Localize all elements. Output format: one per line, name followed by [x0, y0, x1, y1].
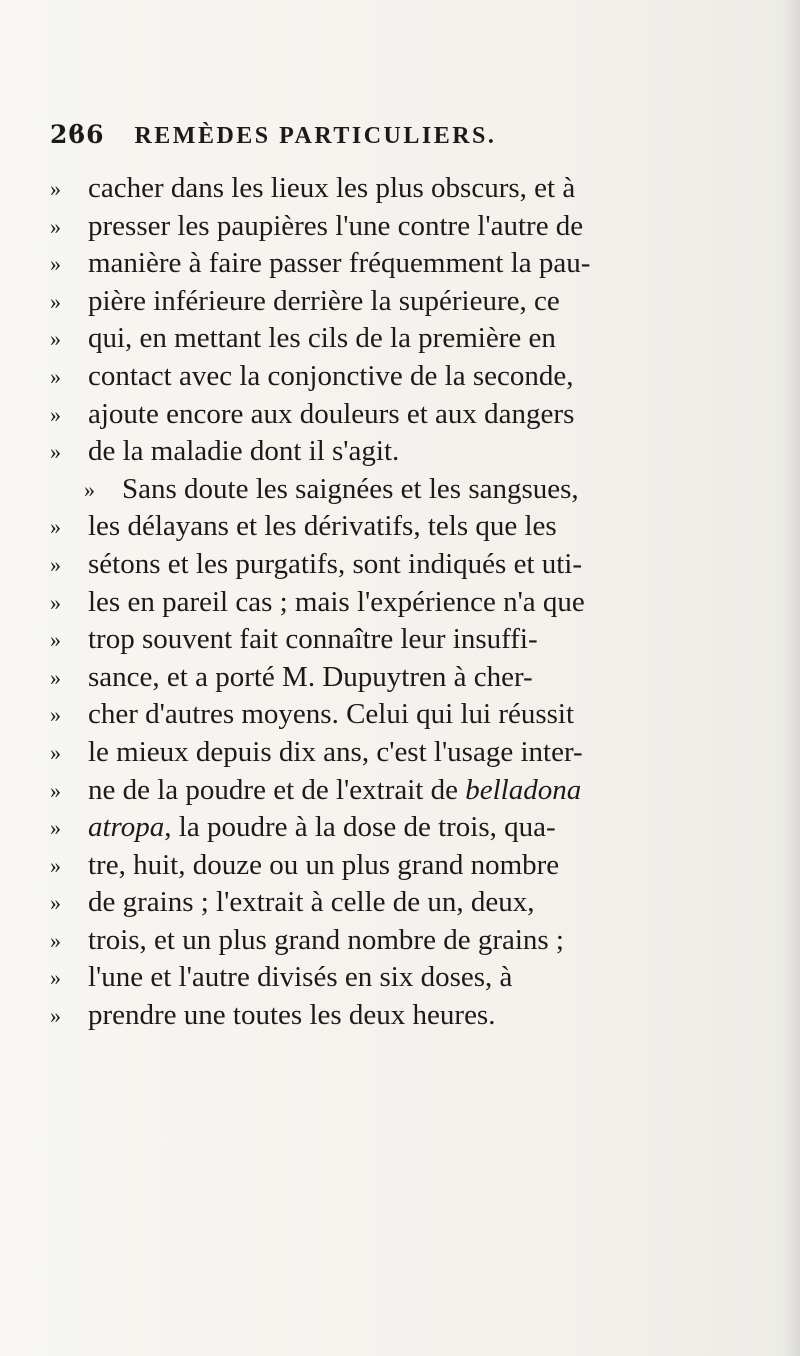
quote-mark: » — [50, 288, 61, 314]
quote-mark: » — [50, 439, 61, 465]
quote-mark: » — [50, 852, 61, 878]
quote-mark: » — [50, 251, 61, 277]
quote-mark: » — [50, 589, 61, 615]
line-text: trop souvent fait connaître leur insuffi- — [88, 623, 538, 656]
text-line — [50, 245, 770, 283]
line-text — [88, 772, 581, 810]
line-text: ajoute encore aux douleurs et aux dangers — [88, 397, 575, 430]
quote-mark: » — [50, 664, 61, 690]
quote-mark: » — [50, 627, 61, 653]
quote-mark: » — [50, 815, 61, 841]
line-text: tre, huit, douze ou un plus grand nombre — [88, 848, 560, 881]
text-line — [50, 772, 770, 810]
page-edge-shadow — [782, 0, 800, 1356]
text-line — [50, 320, 770, 358]
quote-mark: » — [50, 890, 61, 916]
running-head: REMÈDES PARTICULIERS. — [134, 123, 497, 149]
text-line — [50, 959, 770, 997]
quote-mark: » — [50, 176, 61, 201]
italic-term: belladona — [465, 773, 582, 806]
text-line — [50, 170, 770, 208]
text-line — [50, 809, 770, 847]
text-line — [50, 584, 770, 622]
text-line — [50, 847, 770, 885]
quote-mark: » — [50, 927, 61, 953]
text-line — [50, 621, 770, 659]
line-text-roman: , la poudre à la dose de trois, qua- — [164, 811, 556, 844]
line-text: de la maladie dont il s'agit. — [88, 435, 400, 468]
text-line — [50, 358, 770, 396]
line-text: Sans doute les saignées et les sangsues, — [122, 472, 579, 505]
line-text: les délayans et les dérivatifs, tels que les — [88, 510, 557, 543]
text-line — [50, 884, 770, 922]
line-text: cacher dans les lieux les plus obscurs, et à — [88, 172, 576, 204]
text-line — [50, 208, 770, 246]
quote-mark: » — [50, 326, 61, 352]
quote-mark: » — [50, 363, 61, 389]
line-text: le mieux depuis dix ans, c'est l'usage inter- — [88, 735, 583, 768]
quote-mark: » — [50, 739, 61, 765]
quote-mark: » — [50, 551, 61, 577]
line-text: qui, en mettant les cils de la première en — [88, 322, 556, 355]
line-text-roman: ne de la poudre et de l'extrait de — [88, 773, 466, 806]
line-text: de grains ; l'extrait à celle de un, deux, — [88, 886, 535, 919]
quote-mark: » — [84, 476, 95, 502]
body-text — [50, 170, 770, 1035]
page-number: 2ϐ6 — [50, 120, 105, 149]
text-line — [50, 997, 770, 1035]
quote-mark: » — [50, 514, 61, 540]
quote-mark: » — [50, 965, 61, 991]
text-line — [50, 283, 770, 321]
paragraph-start-line — [50, 471, 770, 509]
line-text — [88, 809, 556, 847]
text-line — [50, 396, 770, 434]
line-text: pière inférieure derrière la supérieure, ce — [88, 284, 560, 317]
quote-mark: » — [50, 401, 61, 427]
line-text: les en pareil cas ; mais l'expérience n'a que — [88, 585, 585, 618]
line-text: prendre une toutes les deux heures. — [88, 999, 496, 1032]
quote-mark: » — [50, 777, 61, 803]
line-text: sétons et les purgatifs, sont indiqués et uti- — [88, 547, 583, 580]
line-text: contact avec la conjonctive de la seconde, — [88, 359, 574, 392]
line-text: manière à faire passer fréquemment la pau- — [88, 247, 591, 280]
text-line — [50, 922, 770, 960]
quote-mark: » — [50, 702, 61, 728]
line-text: cher d'autres moyens. Celui qui lui réussit — [88, 698, 575, 731]
quote-mark: » — [50, 213, 61, 239]
text-line — [50, 659, 770, 697]
italic-term: atropa — [88, 811, 165, 844]
text-line — [50, 433, 770, 471]
text-line — [50, 508, 770, 546]
text-line — [50, 734, 770, 772]
text-line — [50, 696, 770, 734]
line-text: sance, et a porté M. Dupuytren à cher- — [88, 660, 533, 693]
page-header — [50, 120, 750, 160]
line-text: trois, et un plus grand nombre de grains ; — [88, 923, 564, 956]
line-text: presser les paupières l'une contre l'autre de — [88, 209, 584, 242]
quote-mark: » — [50, 1003, 61, 1029]
line-text: l'une et l'autre divisés en six doses, à — [88, 961, 513, 994]
text-line — [50, 546, 770, 584]
